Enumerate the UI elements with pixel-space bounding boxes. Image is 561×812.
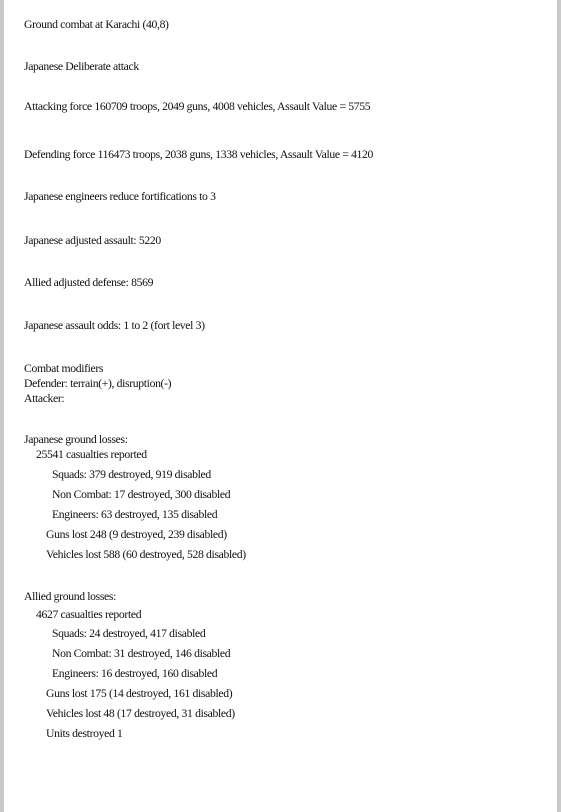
allied-squads: Squads: 24 destroyed, 417 disabled (52, 627, 206, 640)
allied-engineers: Engineers: 16 destroyed, 160 disabled (52, 667, 218, 680)
defender-modifiers: Defender: terrain(+), disruption(-) (24, 377, 172, 390)
assault-odds: Japanese assault odds: 1 to 2 (fort level 3) (24, 319, 205, 332)
japanese-squads: Squads: 379 destroyed, 919 disabled (52, 468, 211, 481)
allied-non-combat: Non Combat: 31 destroyed, 146 disabled (52, 647, 231, 660)
japanese-engineers: Engineers: 63 destroyed, 135 disabled (52, 508, 218, 521)
japanese-guns: Guns lost 248 (9 destroyed, 239 disabled) (46, 528, 227, 541)
adjusted-assault: Japanese adjusted assault: 5220 (24, 234, 161, 247)
attack-type: Japanese Deliberate attack (24, 60, 139, 73)
japanese-non-combat: Non Combat: 17 destroyed, 300 disabled (52, 488, 231, 501)
allied-vehicles: Vehicles lost 48 (17 destroyed, 31 disabled) (46, 707, 235, 720)
allied-guns: Guns lost 175 (14 destroyed, 161 disabled) (46, 687, 233, 700)
allied-casualties: 4627 casualties reported (36, 608, 142, 621)
report-title: Ground combat at Karachi (40,8) (24, 18, 169, 31)
adjusted-defense: Allied adjusted defense: 8569 (24, 276, 154, 289)
attacking-force: Attacking force 160709 troops, 2049 guns, 4008 vehicles, Assault Value = 5755 (24, 100, 371, 113)
allied-losses-heading: Allied ground losses: (24, 590, 116, 603)
modifiers-heading: Combat modifiers (24, 362, 104, 375)
attacker-modifiers: Attacker: (24, 392, 65, 405)
engineers-note: Japanese engineers reduce fortifications to 3 (24, 190, 216, 203)
allied-units-destroyed: Units destroyed 1 (46, 727, 123, 740)
japanese-vehicles: Vehicles lost 588 (60 destroyed, 528 disabled) (46, 548, 246, 561)
japanese-casualties: 25541 casualties reported (36, 448, 147, 461)
japanese-losses-heading: Japanese ground losses: (24, 433, 128, 446)
defending-force: Defending force 116473 troops, 2038 guns, 1338 vehicles, Assault Value = 4120 (24, 148, 374, 161)
